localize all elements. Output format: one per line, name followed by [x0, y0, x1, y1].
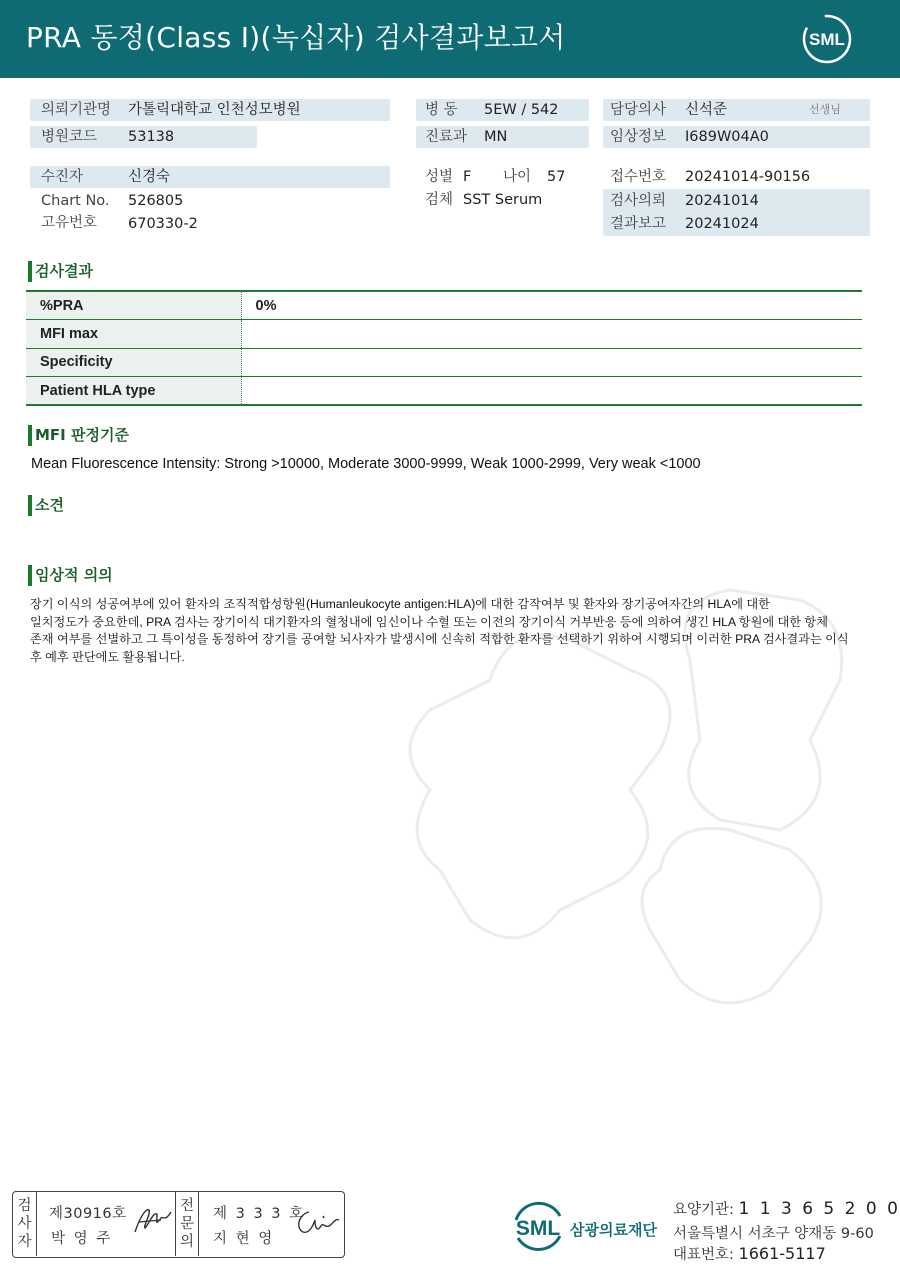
table-row: [26, 377, 862, 406]
care-code: [673, 1198, 900, 1219]
institution-value: 가톨릭대학교 인천성모병원: [128, 102, 301, 118]
department-value: MN: [484, 129, 508, 145]
report-date-label: 결과보고: [610, 216, 667, 232]
specimen-value: SST Serum: [463, 192, 543, 208]
result-label: Specificity: [26, 348, 241, 377]
request-date-value: 20241014: [685, 193, 759, 209]
opinion-section-title: 소견: [28, 494, 64, 516]
unique-id-value: 670330-2: [128, 216, 198, 232]
ward-value: 5EW / 542: [484, 102, 559, 118]
sml-logo-icon: [802, 14, 852, 64]
footer-phone: [673, 1243, 826, 1264]
age-value: 57: [547, 169, 566, 185]
receipt-label: 접수번호: [610, 169, 667, 185]
result-value: [241, 377, 862, 406]
result-value: 0%: [241, 291, 862, 320]
footer-org-name: 삼광의료재단: [570, 1221, 657, 1239]
specialist-signature-icon: [293, 1206, 341, 1238]
footer-address: 서울특별시 서초구 양재동 9-60: [673, 1226, 874, 1242]
result-label: %PRA: [26, 291, 241, 320]
table-row: [26, 291, 862, 320]
clinical-significance-text: 장기 이식의 성공여부에 있어 환자의 조직적합성항원(Humanleukocyte antigen:HLA)에 대한 감작여부 및 환자와 장기공여자간의 HLA에 대한 일치정도가 중요한데, PRA 검사는 장기이식 대기환자의 혈청내에 임신이나 수혈 또는 이전의 장기이식 거부반응 등에 의하여 생긴 HLA 항원에 대한 항체 존재 여부를 선별하고 그 특이성을 동정하여 장기를 공여할 뇌사자가 발생시에 신속히 적합한 환자를 선택하기 위하여 시행되며 이러한 PRA 검사결과는 이식 후 예후 판단에도 활용됩니다.: [30, 597, 849, 664]
examiner-signature-icon: [131, 1204, 177, 1238]
specialist-license: 제 3 3 3 호: [213, 1206, 306, 1222]
receipt-value: 20241014-90156: [685, 169, 811, 185]
sex-label: 성별: [425, 169, 454, 185]
report-header: [0, 0, 900, 78]
result-value: [241, 320, 862, 349]
patient-name: 신경숙: [128, 169, 171, 185]
examiner-name: 박 영 주: [51, 1231, 113, 1247]
clinical-info-value: I689W04A0: [685, 129, 769, 145]
chart-no-value: 526805: [128, 193, 184, 209]
results-table: [26, 290, 862, 406]
institution-label: 의뢰기관명: [41, 102, 112, 118]
sml-footer-logo-icon: [508, 1198, 568, 1256]
examiner-label: 검 사 자: [13, 1192, 37, 1256]
phone-label: 대표번호:: [673, 1247, 734, 1263]
specialist-label: 전 문 의: [175, 1192, 199, 1256]
doctor-suffix: 선생님: [809, 103, 841, 116]
mfi-section-title: MFI 판정기준: [28, 424, 129, 446]
ward-label: 병 동: [425, 102, 458, 118]
result-value: [241, 348, 862, 377]
results-section-title: 검사결과: [28, 260, 93, 282]
request-date-label: 검사의뢰: [610, 193, 667, 209]
hospital-code-value: 53138: [128, 129, 175, 145]
signature-box: [12, 1191, 345, 1258]
chart-no-label: Chart No.: [41, 193, 110, 209]
svg-text:SML: SML: [809, 30, 845, 49]
sex-value: F: [463, 169, 472, 185]
care-code-label: 요양기관:: [673, 1202, 734, 1218]
examiner-license: 제30916호: [49, 1206, 127, 1222]
unique-id-label: 고유번호: [41, 215, 98, 231]
result-label: MFI max: [26, 320, 241, 349]
clinical-section-title: 임상적 의의: [28, 564, 113, 586]
doctor-label: 담당의사: [610, 102, 667, 118]
hospital-code-label: 병원코드: [41, 129, 98, 145]
specialist-name: 지 현 영: [213, 1231, 275, 1247]
phone-value: 1661-5117: [738, 1244, 826, 1263]
age-label: 나이: [503, 169, 532, 185]
department-label: 진료과: [425, 129, 468, 145]
svg-text:SML: SML: [515, 1217, 561, 1240]
specimen-label: 검체: [425, 192, 454, 208]
patient-label: 수진자: [41, 169, 84, 185]
care-code-value: 1 1 3 6 5 2 0 0: [738, 1199, 900, 1219]
result-label: Patient HLA type: [26, 377, 241, 406]
table-row: [26, 348, 862, 377]
mfi-criteria-text: Mean Fluorescence Intensity: Strong >10000, Moderate 3000-9999, Weak 1000-2999, Very weak <1000: [31, 456, 701, 472]
report-title: PRA 동정(Class I)(녹십자) 검사결과보고서: [26, 21, 566, 54]
table-row: [26, 320, 862, 349]
patient-bar: [30, 166, 390, 188]
doctor-value: 신석준: [685, 102, 728, 118]
clinical-info-label: 임상정보: [610, 129, 667, 145]
report-date-value: 20241024: [685, 216, 759, 232]
